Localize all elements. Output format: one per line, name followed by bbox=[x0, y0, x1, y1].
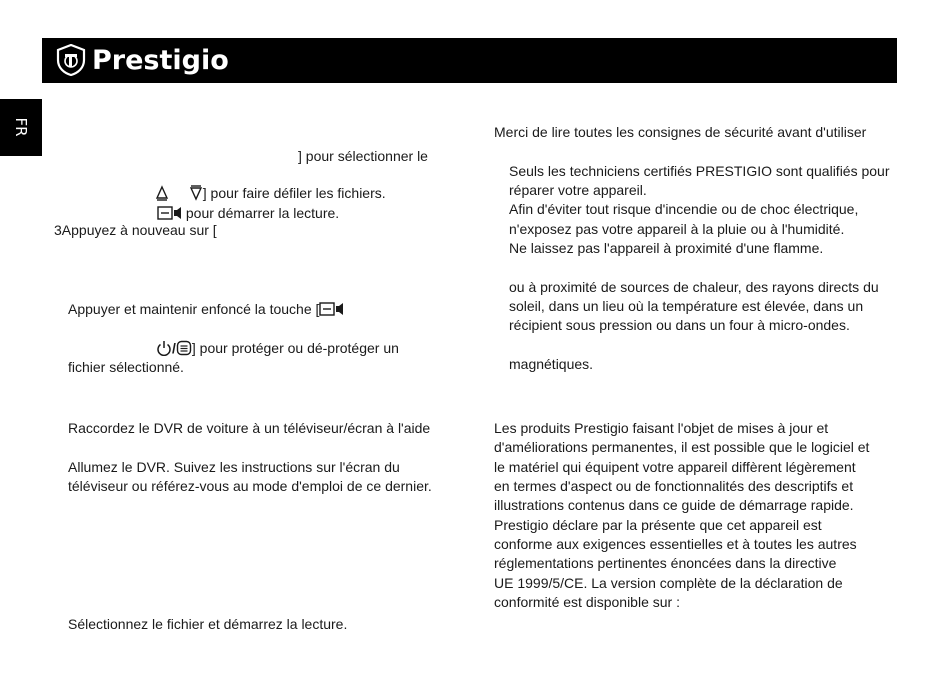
right-line-18: réglementations pertinentes énoncées dans la directive bbox=[494, 555, 837, 571]
right-line-9: récipient sous pression ou dans un four à micro-ondes. bbox=[509, 317, 850, 333]
right-line-20: conformité est disponible sur : bbox=[494, 594, 680, 610]
right-line-7: ou à proximité de sources de chaleur, des rayons directs du bbox=[509, 279, 879, 295]
menu-icon bbox=[176, 340, 192, 356]
right-line-12: d'améliorations permanentes, il est possible que le logiciel et bbox=[494, 439, 870, 455]
language-label: FR bbox=[12, 117, 30, 137]
prestigio-shield-logo-icon bbox=[56, 44, 86, 76]
left-line-6: / ] pour protéger ou dé-protéger un bbox=[156, 339, 399, 358]
up-arrow-icon bbox=[155, 185, 169, 201]
right-line-13: le matériel qui équipent votre appareil diffèrent légèrement bbox=[494, 459, 856, 475]
left-line-4: 3Appuyez à nouveau sur [ bbox=[54, 222, 217, 238]
prestigio-logo bbox=[56, 43, 229, 77]
left-line-7: fichier sélectionné. bbox=[68, 359, 184, 375]
left-line-5-text: Appuyer et maintenir enfoncé la touche [ bbox=[68, 301, 320, 317]
right-line-16: Prestigio déclare par la présente que cet appareil est bbox=[494, 517, 822, 533]
down-arrow-icon bbox=[189, 185, 203, 201]
left-line-3-text: pour démarrer la lecture. bbox=[185, 205, 340, 221]
playback-icon bbox=[319, 301, 344, 317]
right-line-1: Merci de lire toutes les consignes de sécurité avant d'utiliser bbox=[494, 124, 867, 140]
left-line-8: Raccordez le DVR de voiture à un téléviseur/écran à l'aide bbox=[68, 420, 431, 436]
playback-icon bbox=[157, 205, 182, 221]
header-bar bbox=[42, 38, 897, 83]
right-line-2: Seuls les techniciens certifiés PRESTIGIO sont qualifiés pour bbox=[509, 163, 890, 179]
right-line-5: n'exposez pas votre appareil à la pluie ou à l'humidité. bbox=[509, 221, 845, 237]
right-line-6: Ne laissez pas l'appareil à proximité d'une flamme. bbox=[509, 240, 824, 256]
left-line-5 bbox=[68, 300, 344, 319]
left-line-6-text: ] pour protéger ou dé-protéger un bbox=[191, 340, 399, 356]
right-line-14: en termes d'aspect ou de fonctionnalités des descriptifs et bbox=[494, 478, 854, 494]
left-line-9: Allumez le DVR. Suivez les instructions sur l'écran du bbox=[68, 459, 400, 475]
left-line-10: téléviseur ou référez-vous au mode d'emploi de ce dernier. bbox=[68, 478, 432, 494]
left-line-11: Sélectionnez le fichier et démarrez la lecture. bbox=[68, 616, 348, 632]
right-line-10: magnétiques. bbox=[509, 356, 594, 372]
brand-name: Prestigio bbox=[92, 44, 229, 76]
right-line-15: illustrations contenus dans ce guide de démarrage rapide. bbox=[494, 497, 854, 513]
right-line-8: soleil, dans un lieu où la température est élevée, dans un bbox=[509, 298, 864, 314]
right-line-11: Les produits Prestigio faisant l'objet de mises à jour et bbox=[494, 420, 829, 436]
left-line-1: ] pour sélectionner le bbox=[298, 148, 428, 164]
right-line-4: Afin d'éviter tout risque d'incendie ou de choc électrique, bbox=[509, 201, 859, 217]
left-line-2-text: ] pour faire défiler les fichiers. bbox=[202, 185, 386, 201]
power-icon bbox=[156, 340, 172, 356]
left-line-2 bbox=[155, 184, 386, 203]
right-line-3: réparer votre appareil. bbox=[509, 182, 647, 198]
right-line-19: UE 1999/5/CE. La version complète de la déclaration de bbox=[494, 575, 843, 591]
right-line-17: conforme aux exigences essentielles et à toutes les autres bbox=[494, 536, 857, 552]
language-tab bbox=[0, 99, 42, 156]
